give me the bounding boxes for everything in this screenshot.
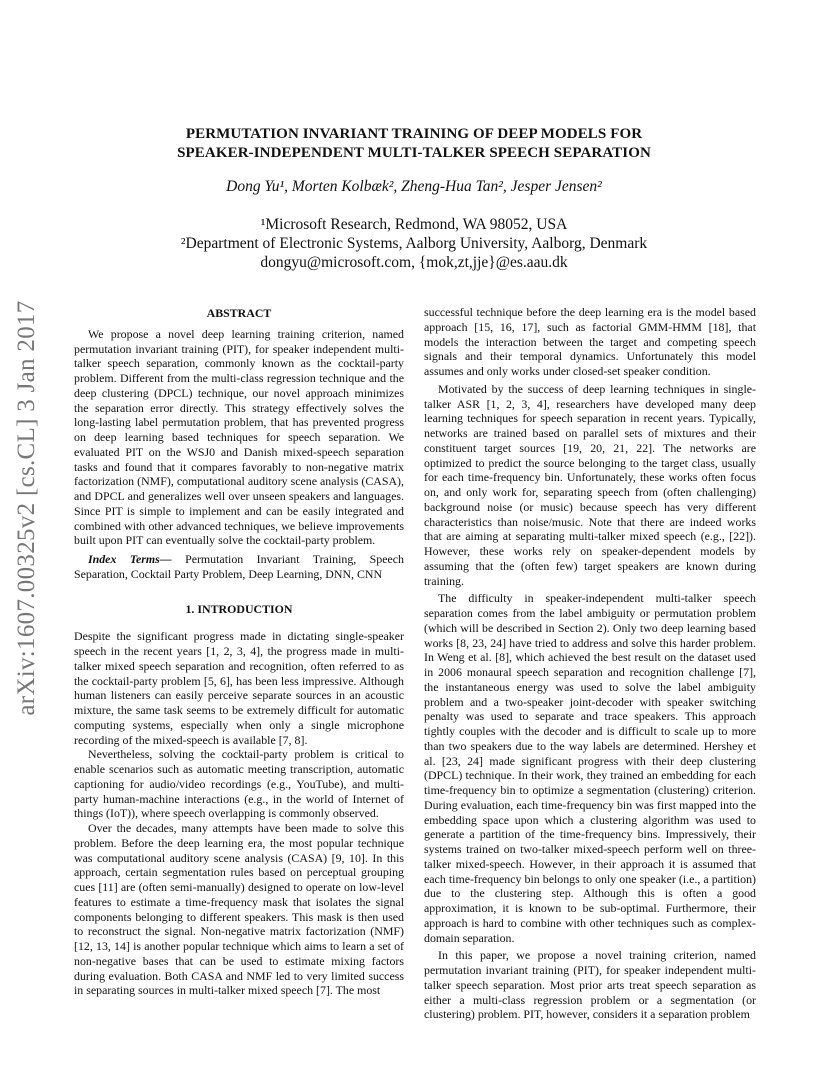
intro-paragraph-3: Over the decades, many attempts have been made to solve this problem. Before the deep learning era, the most popular technique was computational auditory scene analysis (CASA) [9, 10]. In this approach, certain segmentation rules based on perceptual grouping cues [11] are (often semi-manually) designed to operate on low-level features to estimate a time-frequency mask that isolates the signal components belonging to different speakers. This mask is then used to reconstruct the signal. Non-negative matrix factorization (NMF) [12, 13, 14] is another popular technique which aims to learn a set of non-negative bases that can be used to estimate mixing factors during evaluation. Both CASA and NMF led to very limited success in separating sources in multi-talker mixed speech [7]. The most: [74, 821, 404, 998]
intro-heading: 1. INTRODUCTION: [185, 601, 293, 616]
title-line-2: SPEAKER-INDEPENDENT MULTI-TALKER SPEECH SEPARATION: [177, 145, 651, 161]
intro-paragraph-4: Motivated by the success of deep learning techniques in single-talker ASR [1, 2, 3, 4], researchers have developed many deep learning techniques for speech separation in recent years. Typically, networks are trained based on parallel sets of mixtures and their constituent target sources [19, 20, 21, 22]. The networks are optimized to predict the source belonging to the target class, usually for each time-frequency bin. Unfortunately, these works often focus on, and only work for, separating speech from (often challenging) background noise (or music) because speech has very different characteristics than noise/music. Note that there are indeed works that are aiming at separating multi-talker mixed speech (e.g., [22]). However, these works rely on speaker-dependent models by assuming that the (often few) target speakers are known during training.: [424, 381, 756, 588]
intro-paragraph-2: Nevertheless, solving the cocktail-party problem is critical to enable scenarios such as automatic meeting transcription, automatic captioning for audio/video recordings (e.g., YouTube), and multi-party human-machine interactions (e.g., in the world of Internet of things (IoT)), where speech overlapping is commonly observed.: [74, 747, 404, 821]
author-list: Dong Yu¹, Morten Kolbæk², Zheng-Hua Tan², Jesper Jensen²: [226, 178, 602, 195]
affiliation-1: ¹Microsoft Research, Redmond, WA 98052, USA: [260, 216, 568, 233]
paper-title: [120, 125, 708, 163]
arxiv-stamp: arXiv:1607.00325v2 [cs.CL] 3 Jan 2017: [13, 300, 40, 716]
index-terms-label: Index Terms—: [88, 552, 172, 566]
intro-paragraph-6: In this paper, we propose a novel training criterion, named permutation invariant training (PIT), for speaker independent multi-talker speech separation. Most prior arts treat speech separation as either a multi-class regression problem or a segmentation (or clustering) problem. PIT, however, considers it a separation problem: [424, 948, 756, 1022]
intro-paragraph-5: The difficulty in speaker-independent multi-talker speech separation comes from the label ambiguity or permutation problem (which will be described in Section 2). Only two deep learning based works [8, 23, 24] have tried to address and solve this harder problem. In Weng et al. [8], which achieved the best result on the dataset used in 2006 monaural speech separation and recognition challenge [7], the instantaneous energy was used to solve the label ambiguity problem and a two-speaker joint-decoder with speaker switching penalty was used to separate and trace speakers. This approach tightly couples with the decoder and is difficult to scale up to more than two speakers due to the way labels are determined. Hershey et al. [23, 24] made significant progress with their deep clustering (DPCL) technique. In their work, they trained an embedding for each time-frequency bin to optimize a segmentation (clustering) criterion. During evaluation, each time-frequency bin was first mapped into the embedding space upon which a clustering algorithm was used to generate a partition of the time-frequency bins. Impressively, their systems trained on two-talker mixed-speech perform well on three-talker mixed-speech. However, in their approach it is assumed that each time-frequency bin belongs to only one speaker (i.e., a partition) due to the clustering step. Although this is often a good approximation, it is known to be sub-optimal. Furthermore, their approach is hard to combine with other techniques such as complex-domain separation.: [424, 591, 756, 945]
abstract-text: We propose a novel deep learning training criterion, named permutation invariant training (PIT), for speaker independent multi-talker speech separation, commonly known as the cocktail-party problem. Different from the multi-class regression technique and the deep clustering (DPCL) technique, our novel approach minimizes the separation error directly. This strategy effectively solves the long-lasting label permutation problem, that has prevented progress on deep learning based techniques for speech separation. We evaluated PIT on the WSJ0 and Danish mixed-speech separation tasks and found that it compares favorably to non-negative matrix factorization (NMF), computational auditory scene analysis (CASA), and DPCL and generalizes well over unseen speakers and languages. Since PIT is simple to implement and can be easily integrated and combined with other advanced techniques, we believe improvements built upon PIT can eventually solve the cocktail-party problem.: [74, 326, 404, 548]
intro-paragraph-1: Despite the significant progress made in dictating single-speaker speech in the recent years [1, 2, 3, 4], the progress made in multi-talker mixed speech separation and recognition, often referred to as the cocktail-party problem [5, 6], has been less impressive. Although human listeners can easily perceive separate sources in an acoustic mixture, the same task seems to be extremely difficult for automatic computing systems, especially when only a single microphone recording of the mixed-speech is available [7, 8].: [74, 629, 404, 747]
title-line-1: PERMUTATION INVARIANT TRAINING OF DEEP MODELS FOR: [185, 126, 643, 142]
abstract-heading: ABSTRACT: [206, 306, 272, 320]
index-terms-list: Permutation Invariant Training, Speech Separation, Cocktail Party Problem, Deep Learning, DNN, CNN: [74, 552, 404, 581]
intro-paragraph-3-continued: successful technique before the deep learning era is the model based approach [15, 16, 17], such as factorial GMM-HMM [18], that models the interaction between the target and competing speech signals and their temporal dynamics. Unfortunately this model assumes and only works under closed-set speaker condition.: [424, 305, 756, 378]
left-column: [74, 306, 404, 998]
affiliations: [100, 215, 728, 272]
author-emails: dongyu@microsoft.com, {mok,zt,jje}@es.aau.dk: [260, 254, 568, 271]
index-terms: [74, 552, 404, 582]
affiliation-2: ²Department of Electronic Systems, Aalborg University, Aalborg, Denmark: [180, 235, 648, 252]
right-column: [424, 305, 756, 1022]
